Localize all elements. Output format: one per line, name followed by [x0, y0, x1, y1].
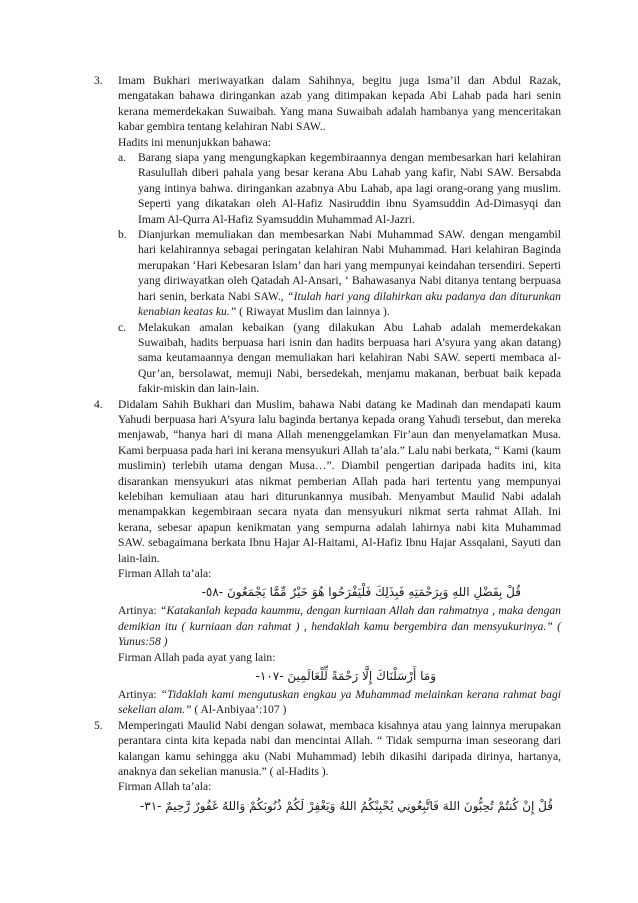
arabic-verse: وَمَا أَرْسَلْنَاكَ إِلَّا رَحْمَةً لِّلْعَالَمِينَ -١٠٧-: [255, 669, 436, 684]
list-item-4: [94, 397, 561, 718]
translation: [118, 687, 561, 718]
hadith-quote: “Itulah hari yang dilahirkan aku padanya dan diturunkan kenabian keatas ku.”: [138, 289, 561, 319]
hadith-source: ( Riwayat Muslim dan lainnya ).: [239, 305, 390, 319]
translation-text: “Tidaklah kami mengutuskan engkau ya Muhammad melainkan kerana rahmat bagi sekelian alam.”: [118, 688, 561, 717]
list-item-5: [94, 718, 561, 816]
paragraph: Imam Bukhari meriwayatkan dalam Sahihnya, begitu juga Isma’il dan Abdul Razak, mengatakan bahawa diringankan azab yang ditimpakan kepada Abi Lahab pada hari senin kerana memerdekakan Suwaibah. Yang mana Suwaibah adalah hambanya yang menceritakan kabar gembira tentang kelahiran Nabi SAW..: [118, 74, 561, 134]
subitem-c: [118, 320, 561, 397]
artinya-label: Artinya:: [118, 688, 157, 702]
subitem-body: Dianjurkan memuliakan dan membesarkan Nabi Muhammad SAW. dengan mengambil hari kelahirannya sebagai peringatan kelahiran Nabi Muhammad. Hari kelahiran Baginda merupakan ‘Hari Kebesaran Islam’ dan hari yang mempunyai keindahan tersendiri. Seperti yang diriwayatkan oleh Qatadah Al-Ansari, ‘ Bahawasanya Nabi ditanya tentang berpuasa hari senin, berkata Nabi SAW.,: [138, 228, 561, 303]
item-number: 4.: [94, 397, 103, 411]
verse-reference: ( Al-Anbiyaa’:107 ): [194, 703, 287, 717]
subitem-text: [138, 227, 561, 319]
paragraph: Didalam Sahih Bukhari dan Muslim, bahawa Nabi datang ke Madinah dan mendapati kaum Yahudi berpuasa hari A’syura lalu baginda bertanya kepada orang Yahudi tersebut, dan mereka menjawab, “hanya hari di mana Allah menenggelamkan Fir’aun dan menyelamatkan Musa. Kami berpuasa pada hari ini kerana mensyukuri Allah ta’ala.” Lalu nabi berkata, “ Kami (kaum muslimin) terlebih utama dengan Musa…”. Diambil pengertian daripada hadits ini, kita disarankan mensyukuri atas nikmat pemberian Allah pada hari tertentu yang mempunyai kelebihan kemuliaan atau hari diturunkannya musibah. Menyambut Maulid Nabi adalah menampakkan kegembiraan secara nyata dan mensyukuri nikmat serta rahmat Allah. Ini kerana, sebesar apapun kenikmatan yang sempurna adalah lahirnya nabi kita Muhammad SAW. sebagaimana berkata Ibnu Hajar Al-Haitami, Al-Hafiz Ibnu Hajar Assqalani, Sayuti dan lain-lain.: [118, 397, 561, 565]
artinya-label: Artinya:: [118, 604, 157, 618]
hadits-intro: Hadits ini menunjukkan bahawa:: [118, 135, 271, 149]
subitem-text: Melakukan amalan kebaikan (yang dilakukan Abu Lahab adalah memerdekakan Suwaibah, hadits berpuasa hari isnin dan hadits berpuasa hari A’syura yang akan datang) sama keutamaannya dengan memuliakan hari kelahiran Nabi SAW. seperti membaca al-Qur’an, bersolawat, memuji Nabi, bersedekah, menjamu makanan, berbuat baik kepada fakir-miskin dan lain-lain.: [138, 320, 561, 396]
document-body: [94, 73, 561, 817]
subitem-a: [118, 150, 561, 227]
list-item-3: [94, 73, 561, 397]
subitem-text: Barang siapa yang mengungkapkan kegembiraannya dengan membesarkan hari kelahiran Rasulullah diberi pahala yang besar kerana Abu Lahab yang kafir, Nabi SAW. Bersabda yang intinya bahwa. diringankan azabnya Abu Lahab, apa lagi orang-orang yang muslim. Seperti yang dikatakan oleh Al-Hafiz Nasiruddin ibnu Syamsuddin Ad-Dimasyqi dan Imam Al-Qurra Al-Hafiz Syamsuddin Muhammad Al-Jazri.: [138, 151, 561, 226]
item-number: 5.: [94, 718, 103, 732]
subitem-label: c.: [118, 320, 127, 334]
subitem-label: a.: [118, 151, 127, 165]
translation: [118, 603, 561, 649]
paragraph: Memperingati Maulid Nabi dengan solawat, membaca kisahnya atau yang lainnya merupakan perantara cinta kita kepada nabi dan mencintai Allah. “ Tidak sempurna iman seseorang dari kalangan kamu sehingga aku (Nabi Muhammad) lebih dikasihi daripada dirinya, hartanya, anaknya dan sekelian manusia.” ( al-Hadits ).: [118, 718, 561, 779]
firman-heading: Firman Allah ta’ala:: [118, 780, 212, 794]
arabic-verse: قُلْ إِنْ كُنتُمْ تُحِبُّونَ اللهَ فَاتَّبِعُونِي يُحْبِبْكُمُ اللهُ وَيَغْفِرْ لَكُمْ ذُنُوبَكُمْ وَاللهُ غَفُورٌ رَّحِيمٌ -٣١-: [139, 798, 553, 813]
arabic-verse: قُلْ بِفَضْلِ اللهِ وَبِرَحْمَتِهِ فَبِذَلِكَ فَلْيَفْرَحُوا هُوَ خَيْرٌ مِّمَّا يَجْمَعُونَ -٥٨-: [201, 585, 521, 600]
subitem-b: [118, 227, 561, 319]
firman-heading: Firman Allah pada ayat yang lain:: [118, 650, 276, 664]
item-number: 3.: [94, 74, 103, 87]
firman-heading: Firman Allah ta’ala:: [118, 567, 212, 580]
translation-text: “Katakanlah kepada kaummu, dengan kurniaan Allah dan rahmatnya , maka dengan demikian itu ( kurniaan dan rahmat ) , hendaklah kamu bergembira dan mensyukurinya.” ( Yunus:58 ): [118, 604, 561, 649]
subitem-label: b.: [118, 228, 127, 242]
